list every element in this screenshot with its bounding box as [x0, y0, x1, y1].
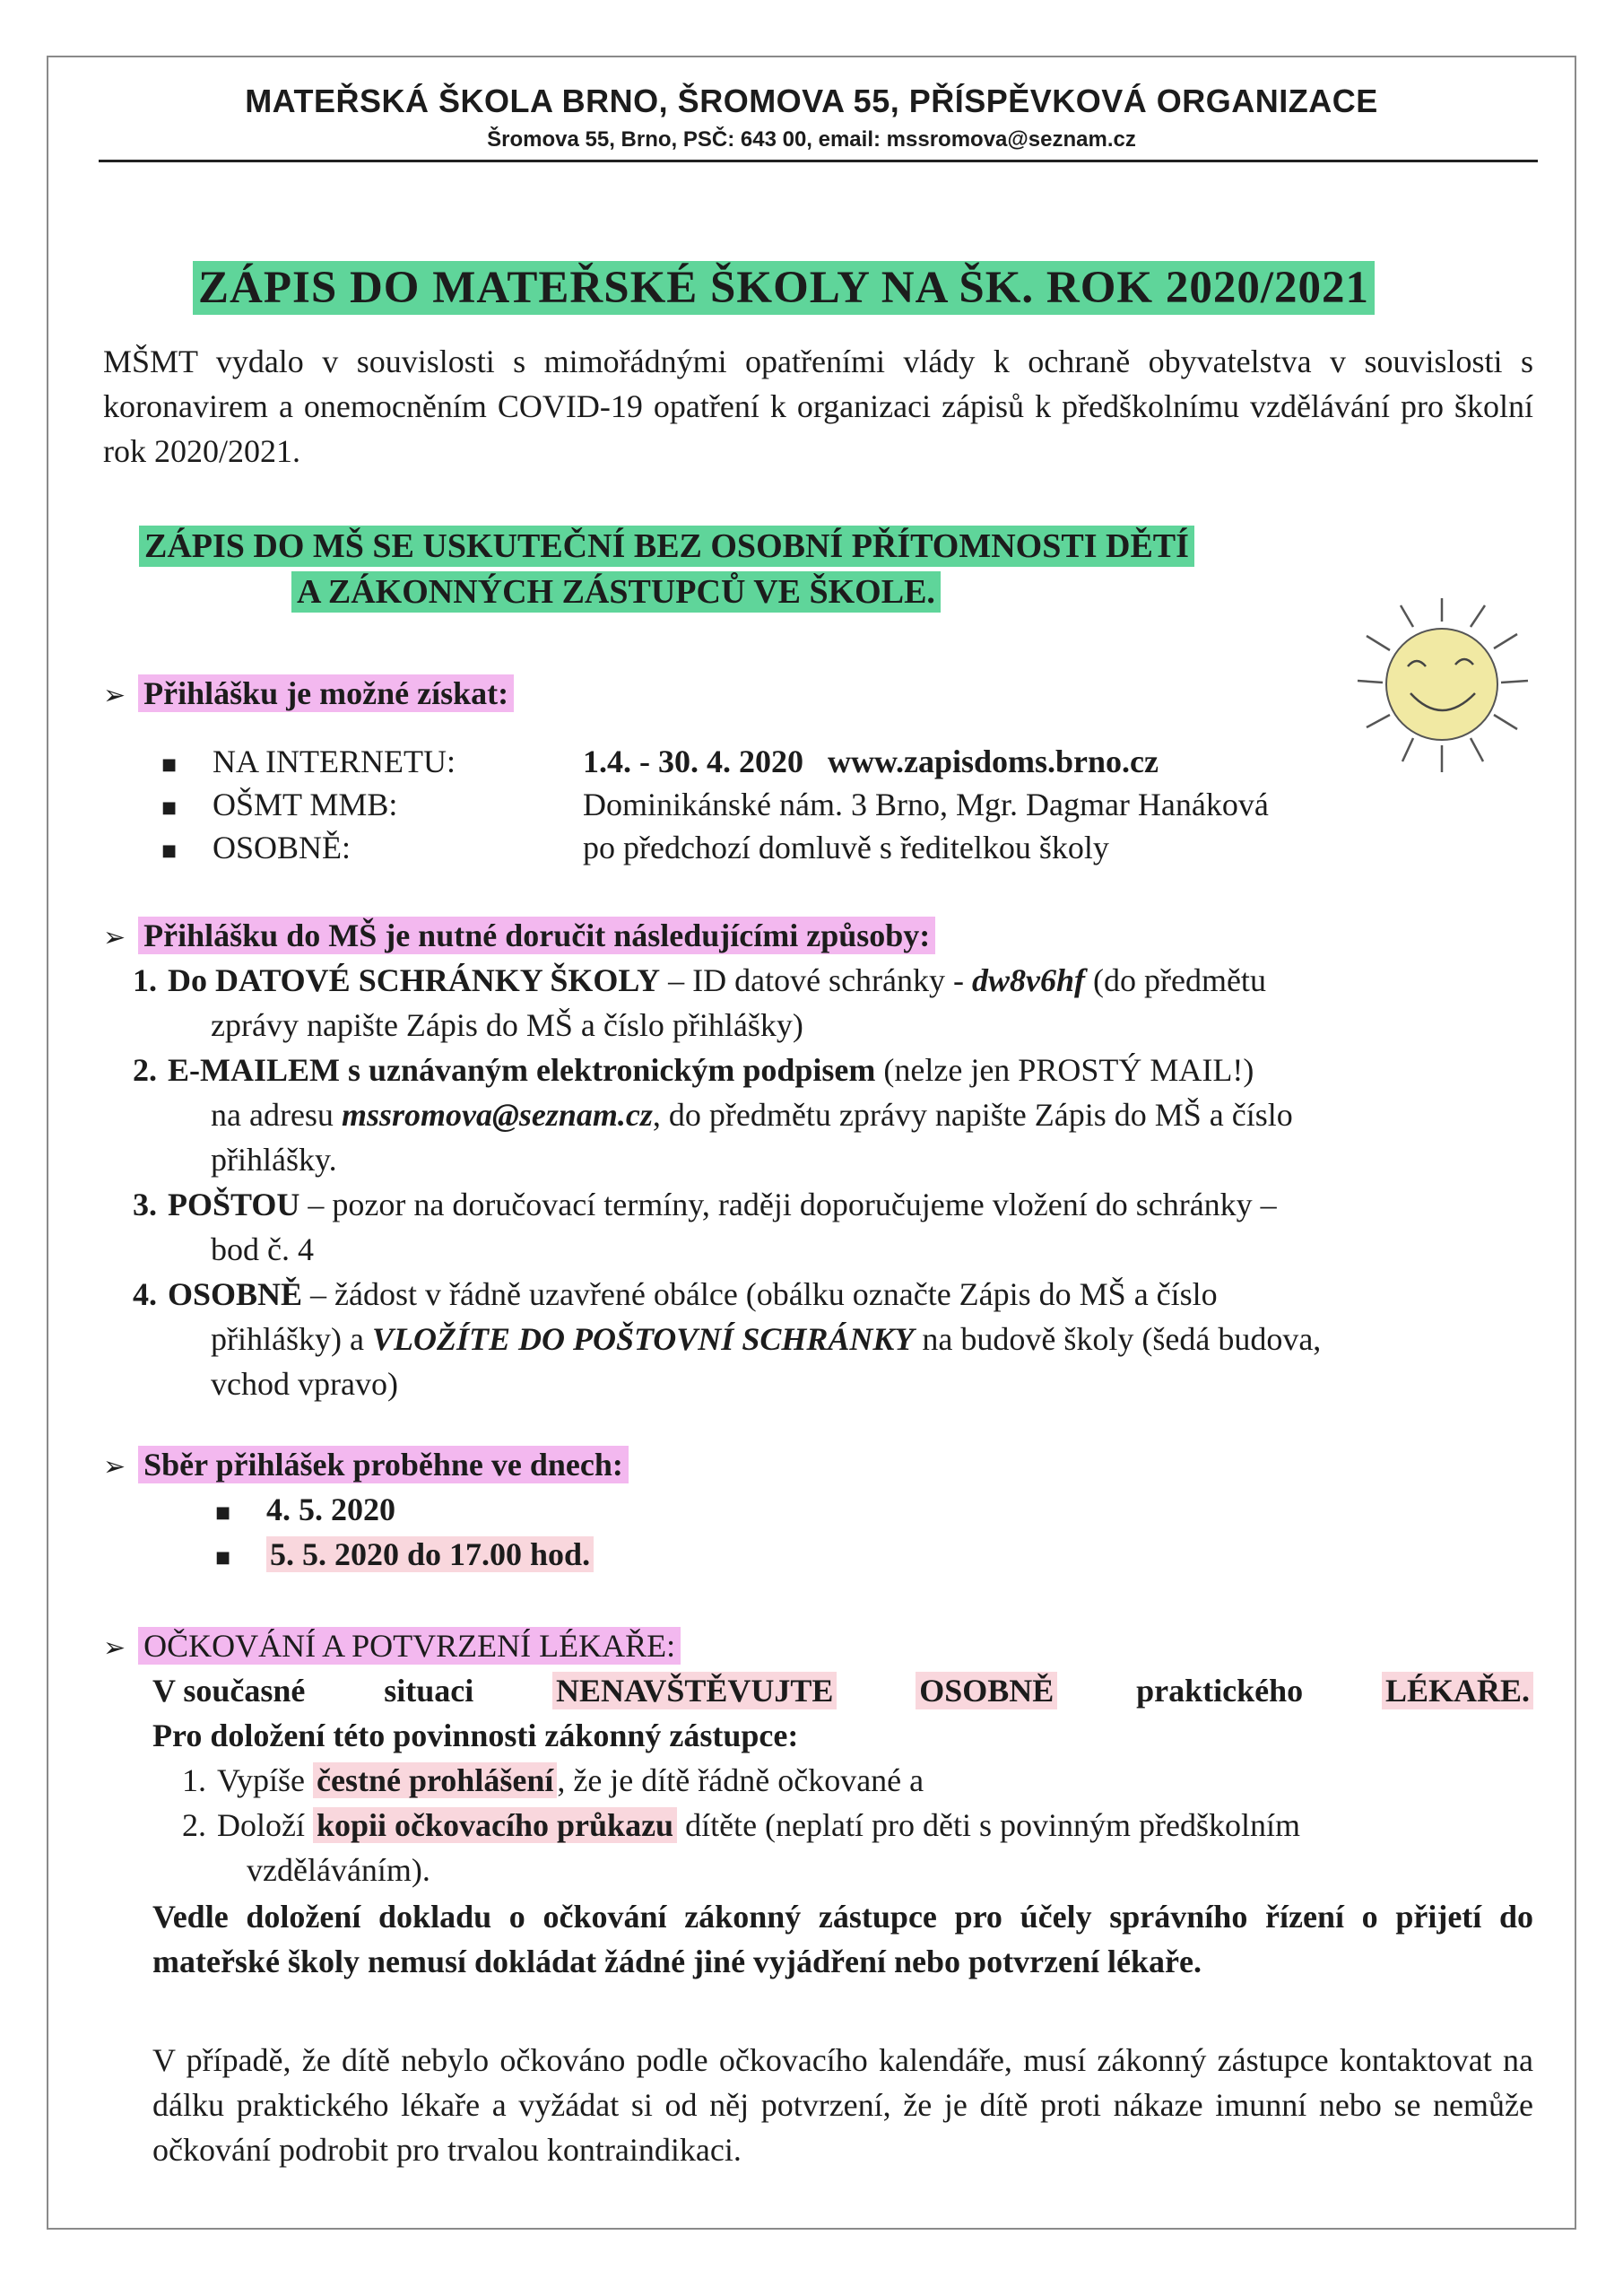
- deliver-item-2-cont2: přihlášky.: [211, 1142, 337, 1178]
- school-address: Šromova 55, Brno, PSČ: 643 00, email: mssromova@seznam.cz: [487, 127, 1136, 152]
- obtain-item-osobne: ■ OSOBNĚ:: [161, 830, 352, 865]
- collect-heading: ➢ Sběr přihlášek proběhne ve dnech:: [103, 1446, 629, 1483]
- deliver-item-4-cont2: vchod vpravo): [211, 1366, 398, 1402]
- deliver-item-4: 4. OSOBNĚ – žádost v řádně uzavřené obálce (obálku označte Zápis do MŠ a číslo: [133, 1276, 1218, 1312]
- vacc-line-1: V současné situaci NENAVŠTĚVUJTE OSOBNĚ praktického LÉKAŘE.: [152, 1672, 1533, 1709]
- obtain-item-internet: ■ NA INTERNETU:: [161, 744, 456, 779]
- collect-date-2: ■ 5. 5. 2020 do 17.00 hod.: [215, 1535, 594, 1573]
- vacc-heading: ➢ OČKOVÁNÍ A POTVRZENÍ LÉKAŘE:: [103, 1627, 681, 1665]
- vacc-step-2-cont: vzděláváním).: [247, 1852, 430, 1888]
- deliver-item-1-cont: zprávy napište Zápis do MŠ a číslo přihlášky): [211, 1007, 803, 1043]
- collect-date-1: ■ 4. 5. 2020: [215, 1492, 396, 1527]
- obtain-osobne-value: po předchozí domluvě s ředitelkou školy: [583, 830, 1109, 865]
- title-text: ZÁPIS DO MATEŘSKÉ ŠKOLY NA ŠK. ROK 2020/2021: [193, 261, 1375, 315]
- deliver-item-2-cont: na adresu mssromova@seznam.cz, do předmětu zprávy napište Zápis do MŠ a číslo: [211, 1097, 1293, 1133]
- vacc-line-2: Pro doložení této povinnosti zákonný zástupce:: [152, 1718, 799, 1753]
- zapis-url-link[interactable]: www.zapisdoms.brno.cz: [828, 744, 1159, 779]
- intro-paragraph: MŠMT vydalo v souvislosti s mimořádnými opatřeními vlády k ochraně obyvatelstva v souvislosti s koronavirem a onemocněním COVID-19 opatření k organizaci zápisů k předškolnímu vzdělávání pro školní rok 2020/2021.: [103, 344, 1533, 469]
- school-email-link[interactable]: mssromova@seznam.cz: [341, 1097, 653, 1133]
- deliver-item-1: 1. Do DATOVÉ SCHRÁNKY ŠKOLY – ID datové schránky - dw8v6hf (do předmětu: [133, 962, 1266, 998]
- deliver-item-3: 3. POŠTOU – pozor na doručovací termíny, raději doporučujeme vložení do schránky –: [133, 1187, 1277, 1222]
- obtain-item-osmt: ■ OŠMT MMB:: [161, 787, 398, 822]
- deliver-heading: ➢ Přihlášku do MŠ je nutné doručit následujícími způsoby:: [103, 917, 935, 954]
- sun-drawing-icon: [1325, 587, 1549, 794]
- school-name: MATEŘSKÁ ŠKOLA BRNO, ŠROMOVA 55, PŘÍSPĚVKOVÁ ORGANIZACE: [245, 83, 1378, 119]
- deliver-item-2: 2. E-MAILEM s uznávaným elektronickým podpisem (nelze jen PROSTÝ MAIL!): [133, 1052, 1254, 1088]
- notice-line-2: A ZÁKONNÝCH ZÁSTUPCŮ VE ŠKOLE.: [291, 572, 941, 612]
- page-title: [193, 262, 1375, 314]
- header-divider: [99, 160, 1538, 162]
- obtain-osmt-value: Dominikánské nám. 3 Brno, Mgr. Dagmar Hanáková: [583, 787, 1269, 822]
- deliver-item-4-cont: přihlášky) a VLOŽÍTE DO POŠTOVNÍ SCHRÁNKY na budově školy (šedá budova,: [211, 1321, 1322, 1357]
- obtain-internet-value: 1.4. - 30. 4. 2020 www.zapisdoms.brno.cz: [583, 744, 1159, 779]
- notice-line-1: ZÁPIS DO MŠ SE USKUTEČNÍ BEZ OSOBNÍ PŘÍTOMNOSTI DĚTÍ: [139, 526, 1194, 566]
- deliver-item-3-cont: bod č. 4: [211, 1231, 314, 1267]
- vacc-step-2: 2. Doloží kopii očkovacího průkazu dítěte (neplatí pro děti s povinným předškolním: [182, 1807, 1300, 1843]
- vacc-bold-paragraph: Vedle doložení dokladu o očkování zákonný zástupce pro účely správního řízení o přijetí do mateřské školy nemusí dokládat žádné jiné vyjádření nebo potvrzení lékaře.: [152, 1899, 1533, 1979]
- obtain-heading: ➢ Přihlášku je možné získat:: [103, 674, 514, 712]
- vacc-final-paragraph: V případě, že dítě nebylo očkováno podle očkovacího kalendáře, musí zákonný zástupce kontaktovat na dálku praktického lékaře a vyžádat si od něj potvrzení, že je dítě proti nákaze imunní nebo se nemůže očkování podrobit pro trvalou kontraindikaci.: [152, 2042, 1533, 2168]
- vacc-step-1: 1. Vypíše čestné prohlášení , že je dítě řádně očkované a: [182, 1762, 924, 1798]
